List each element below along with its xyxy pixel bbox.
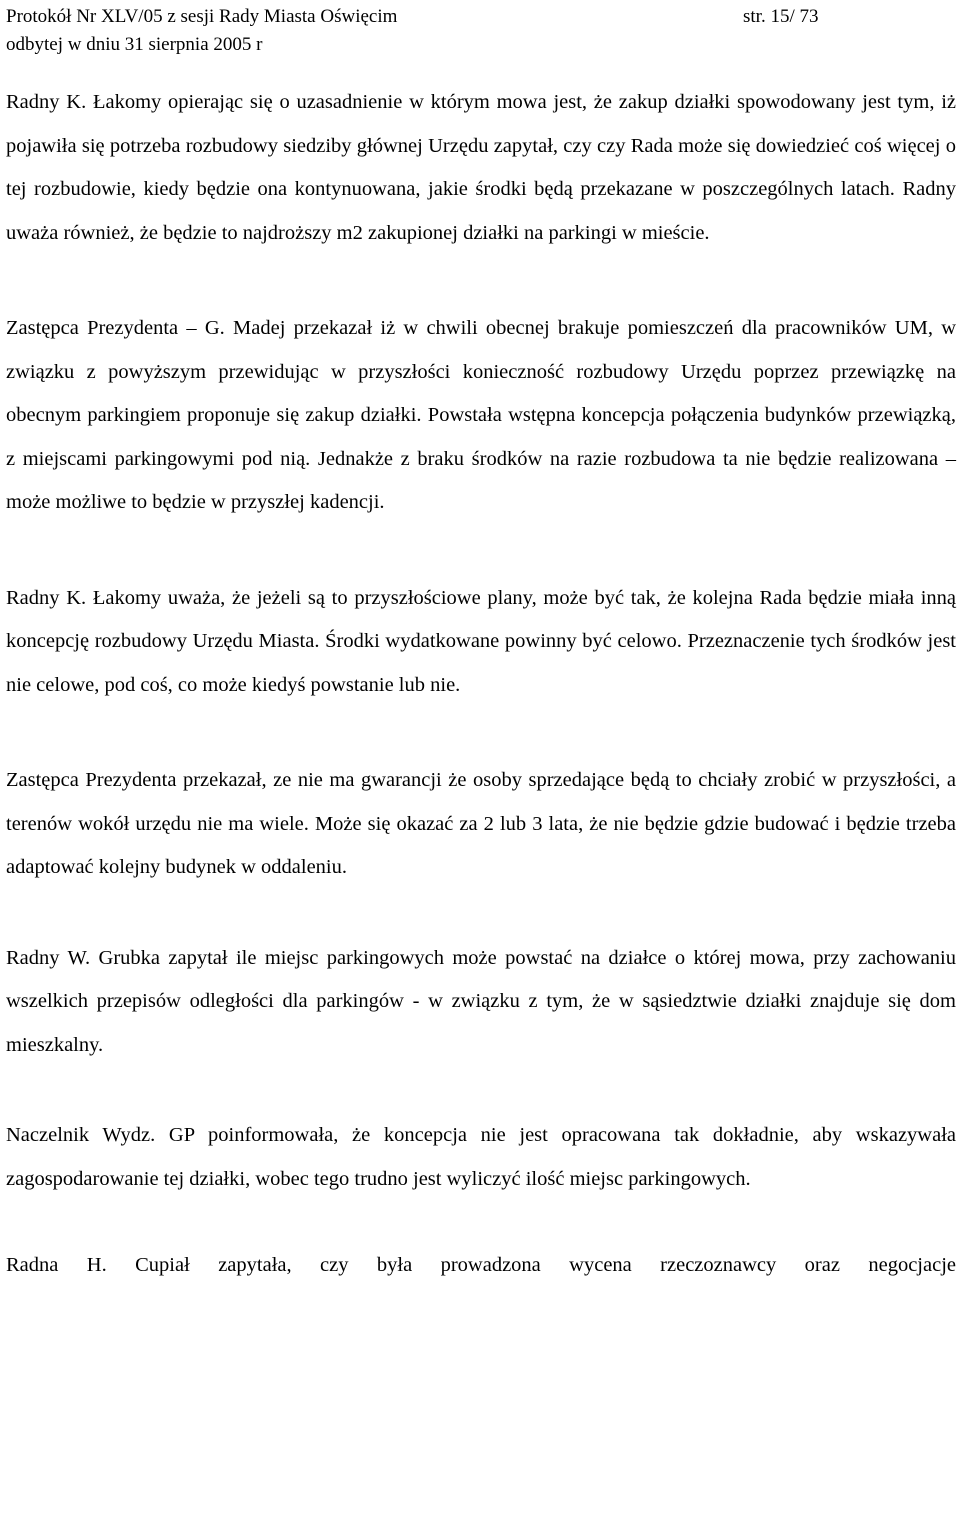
paragraph-deputy-mayor-reply: Zastępca Prezydenta przekazał, ze nie ma gwarancji że osoby sprzedające będą to chciały zrobić w przyszłości, a terenów wokół urzędu nie ma wiele. Może się okazać za 2 lub 3 lata, że nie będzie gdzie budować i będzie trzeba adaptować kolejny budynek w oddaleniu. xyxy=(6,769,956,878)
session-date: odbytej w dniu 31 sierpnia 2005 r xyxy=(6,34,263,55)
paragraph-lakomy-question: Radny K. Łakomy opierając się o uzasadnienie w którym mowa jest, że zakup działki spowodowany jest tym, iż pojawiła się potrzeba rozbudowy siedziby głównej Urzędu zapytał, czy czy Rada może się dowiedzieć coś więcej o tej rozbudowie, kiedy będzie ona kontynuowana, jakie środki będą przekazane w poszczególnych latach. Radny uważa również, że będzie to najdroższy m2 zakupionej działki na parkingi w mieście. xyxy=(6,91,956,244)
header-line-2 xyxy=(6,31,954,59)
document-body xyxy=(6,81,956,1288)
header-line-1 xyxy=(6,3,954,31)
paragraph-cupial-question: Radna H. Cupiał zapytała, czy była prowadzona wycena rzeczoznawcy oraz negocjacje xyxy=(6,1254,956,1276)
paragraph-grubka-question: Radny W. Grubka zapytał ile miejsc parkingowych może powstać na działce o której mowa, przy zachowaniu wszelkich przepisów odległości dla parkingów - w związku z tym, że w sąsiedztwie działki znajduje się dom mieszkalny. xyxy=(6,946,956,1056)
document-title: Protokół Nr XLV/05 z sesji Rady Miasta Oświęcim xyxy=(6,6,398,27)
paragraph-lakomy-opinion: Radny K. Łakomy uważa, że jeżeli są to przyszłościowe plany, może być tak, że kolejna Rada będzie miała inną koncepcję rozbudowy Urzędu Miasta. Środki wydatkowane powinny być celowo. Przeznaczenie tych środków jest nie celowe, pod coś, co może kiedyś powstanie lub nie. xyxy=(6,586,956,696)
paragraph-madej-answer: Zastępca Prezydenta – G. Madej przekazał iż w chwili obecnej brakuje pomieszczeń dla pracowników UM, w związku z powyższym przewidując w przyszłości konieczność rozbudowy Urzędu poprzez przewiązkę na obecnym parkingiem proponuje się zakup działki. Powstała wstępna koncepcja połączenia budynków przewiązką, z miejscami parkingowymi pod nią. Jednakże z braku środków na razie rozbudowa ta nie będzie realizowana – może możliwe to będzie w przyszłej kadencji. xyxy=(6,317,956,513)
paragraph-gp-head-reply: Naczelnik Wydz. GP poinformowała, że koncepcja nie jest opracowana tak dokładnie, aby wskazywała zagospodarowanie tej działki, wobec tego trudno jest wyliczyć ilość miejsc parkingowych. xyxy=(6,1124,956,1190)
page-number: str. 15/ 73 xyxy=(743,6,819,27)
page-header xyxy=(6,3,954,59)
